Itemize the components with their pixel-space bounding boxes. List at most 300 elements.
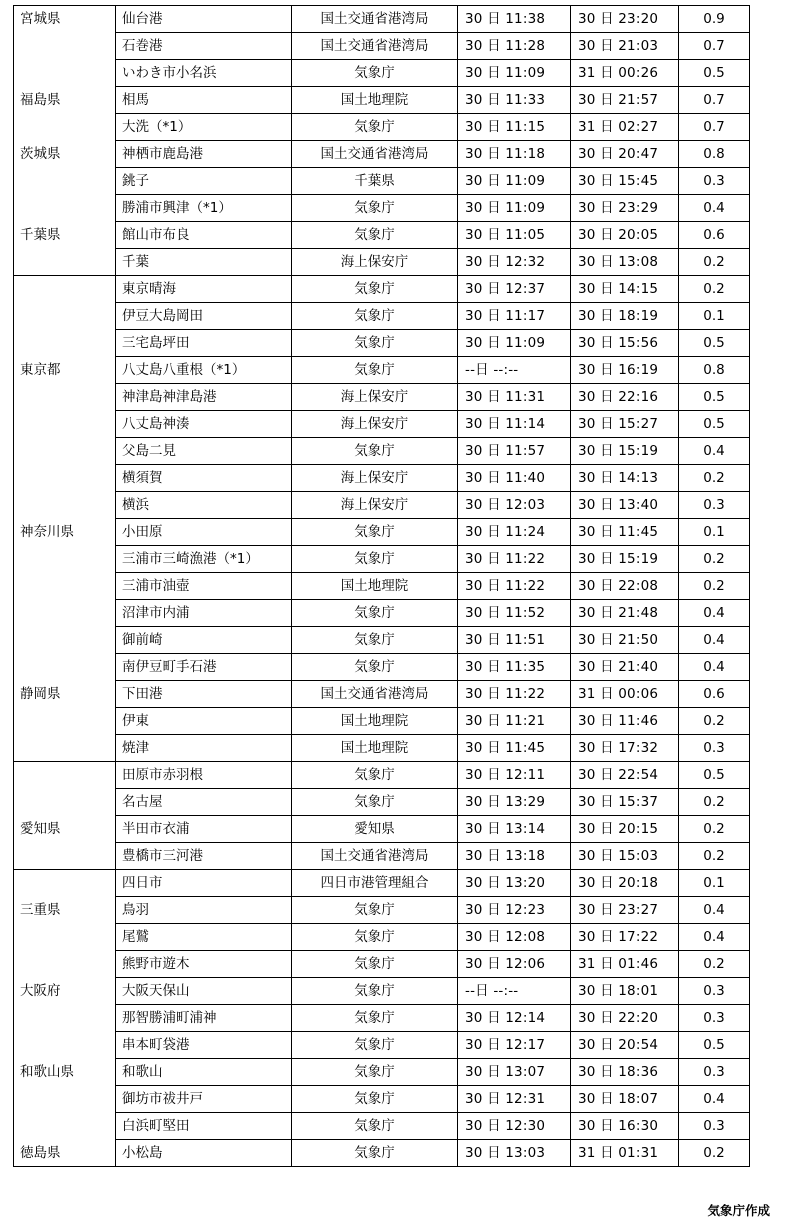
station-cell: 御坊市祓井戸: [116, 1086, 292, 1113]
first-wave-time-cell: 30 日 11:09: [458, 330, 571, 357]
station-cell: 南伊豆町手石港: [116, 654, 292, 681]
table-row: [14, 870, 750, 897]
max-height-cell: 0.2: [679, 1140, 750, 1167]
table-row: [14, 897, 750, 924]
prefecture-cell: 福島県: [14, 87, 116, 114]
max-wave-time-cell: 30 日 21:03: [571, 33, 679, 60]
agency-cell: 気象庁: [292, 330, 458, 357]
station-cell: 三宅島坪田: [116, 330, 292, 357]
max-wave-time-cell: 30 日 11:46: [571, 708, 679, 735]
table-row: [14, 978, 750, 1005]
station-cell: 白浜町堅田: [116, 1113, 292, 1140]
agency-cell: 気象庁: [292, 1032, 458, 1059]
max-height-cell: 0.2: [679, 816, 750, 843]
agency-cell: 海上保安庁: [292, 249, 458, 276]
agency-cell: 国土地理院: [292, 573, 458, 600]
max-height-cell: 0.7: [679, 33, 750, 60]
table-row: [14, 1140, 750, 1167]
max-wave-time-cell: 30 日 23:27: [571, 897, 679, 924]
max-wave-time-cell: 30 日 20:05: [571, 222, 679, 249]
station-cell: 伊豆大島岡田: [116, 303, 292, 330]
station-cell: 神津島神津島港: [116, 384, 292, 411]
station-cell: 下田港: [116, 681, 292, 708]
station-cell: 銚子: [116, 168, 292, 195]
max-height-cell: 0.3: [679, 1113, 750, 1140]
agency-cell: 気象庁: [292, 978, 458, 1005]
first-wave-time-cell: 30 日 11:05: [458, 222, 571, 249]
max-wave-time-cell: 31 日 01:46: [571, 951, 679, 978]
agency-cell: 国土地理院: [292, 87, 458, 114]
first-wave-time-cell: 30 日 11:38: [458, 6, 571, 33]
station-cell: 和歌山: [116, 1059, 292, 1086]
max-wave-time-cell: 30 日 15:56: [571, 330, 679, 357]
prefecture-cell: [14, 708, 116, 735]
agency-cell: 気象庁: [292, 600, 458, 627]
table-row: [14, 600, 750, 627]
tide-observation-table: [13, 5, 750, 1167]
station-cell: 半田市衣浦: [116, 816, 292, 843]
max-wave-time-cell: 30 日 18:19: [571, 303, 679, 330]
first-wave-time-cell: 30 日 11:09: [458, 60, 571, 87]
prefecture-cell: [14, 384, 116, 411]
first-wave-time-cell: 30 日 12:37: [458, 276, 571, 303]
table-row: [14, 546, 750, 573]
station-cell: 横須賀: [116, 465, 292, 492]
max-wave-time-cell: 30 日 17:32: [571, 735, 679, 762]
station-cell: 伊東: [116, 708, 292, 735]
prefecture-cell: 静岡県: [14, 681, 116, 708]
station-cell: 千葉: [116, 249, 292, 276]
max-height-cell: 0.4: [679, 897, 750, 924]
prefecture-cell: [14, 465, 116, 492]
max-wave-time-cell: 30 日 23:29: [571, 195, 679, 222]
max-wave-time-cell: 30 日 20:54: [571, 1032, 679, 1059]
max-wave-time-cell: 31 日 00:26: [571, 60, 679, 87]
table-row: [14, 357, 750, 384]
max-wave-time-cell: 30 日 20:47: [571, 141, 679, 168]
first-wave-time-cell: 30 日 12:17: [458, 1032, 571, 1059]
table-row: [14, 708, 750, 735]
table-row: [14, 816, 750, 843]
source-credit: 気象庁作成: [707, 1203, 770, 1218]
prefecture-cell: 三重県: [14, 897, 116, 924]
station-cell: 四日市: [116, 870, 292, 897]
table-row: [14, 438, 750, 465]
first-wave-time-cell: 30 日 11:15: [458, 114, 571, 141]
max-wave-time-cell: 30 日 13:40: [571, 492, 679, 519]
prefecture-cell: [14, 411, 116, 438]
station-cell: 勝浦市興津（*1）: [116, 195, 292, 222]
prefecture-cell: [14, 951, 116, 978]
prefecture-cell: [14, 276, 116, 303]
prefecture-cell: [14, 60, 116, 87]
table-row: [14, 33, 750, 60]
first-wave-time-cell: 30 日 11:14: [458, 411, 571, 438]
agency-cell: 国土交通省港湾局: [292, 681, 458, 708]
max-wave-time-cell: 30 日 22:16: [571, 384, 679, 411]
prefecture-cell: [14, 492, 116, 519]
table-row: [14, 762, 750, 789]
max-height-cell: 0.5: [679, 411, 750, 438]
station-cell: 相馬: [116, 87, 292, 114]
first-wave-time-cell: 30 日 11:40: [458, 465, 571, 492]
table-row: [14, 789, 750, 816]
max-height-cell: 0.1: [679, 303, 750, 330]
prefecture-cell: [14, 1113, 116, 1140]
prefecture-cell: [14, 1032, 116, 1059]
agency-cell: 気象庁: [292, 1059, 458, 1086]
station-cell: 御前崎: [116, 627, 292, 654]
first-wave-time-cell: 30 日 11:51: [458, 627, 571, 654]
table-row: [14, 303, 750, 330]
first-wave-time-cell: --日 --:--: [458, 357, 571, 384]
prefecture-cell: [14, 627, 116, 654]
max-height-cell: 0.3: [679, 735, 750, 762]
max-wave-time-cell: 30 日 21:57: [571, 87, 679, 114]
first-wave-time-cell: 30 日 11:35: [458, 654, 571, 681]
max-height-cell: 0.7: [679, 114, 750, 141]
station-cell: 父島二見: [116, 438, 292, 465]
first-wave-time-cell: 30 日 12:06: [458, 951, 571, 978]
prefecture-cell: [14, 114, 116, 141]
agency-cell: 気象庁: [292, 627, 458, 654]
table-row: [14, 681, 750, 708]
max-wave-time-cell: 30 日 15:37: [571, 789, 679, 816]
station-cell: 館山市布良: [116, 222, 292, 249]
max-height-cell: 0.3: [679, 1059, 750, 1086]
agency-cell: 国土地理院: [292, 708, 458, 735]
first-wave-time-cell: 30 日 11:57: [458, 438, 571, 465]
max-wave-time-cell: 30 日 15:19: [571, 438, 679, 465]
prefecture-cell: [14, 303, 116, 330]
first-wave-time-cell: 30 日 11:22: [458, 681, 571, 708]
max-height-cell: 0.5: [679, 330, 750, 357]
table-row: [14, 60, 750, 87]
max-height-cell: 0.2: [679, 546, 750, 573]
station-cell: 那智勝浦町浦神: [116, 1005, 292, 1032]
first-wave-time-cell: 30 日 11:33: [458, 87, 571, 114]
prefecture-cell: 茨城県: [14, 141, 116, 168]
table-row: [14, 168, 750, 195]
station-cell: いわき市小名浜: [116, 60, 292, 87]
agency-cell: 海上保安庁: [292, 492, 458, 519]
table-row: [14, 924, 750, 951]
first-wave-time-cell: 30 日 12:03: [458, 492, 571, 519]
max-height-cell: 0.2: [679, 708, 750, 735]
station-cell: 東京晴海: [116, 276, 292, 303]
agency-cell: 気象庁: [292, 789, 458, 816]
agency-cell: 国土交通省港湾局: [292, 33, 458, 60]
max-height-cell: 0.4: [679, 195, 750, 222]
max-height-cell: 0.8: [679, 357, 750, 384]
prefecture-cell: 徳島県: [14, 1140, 116, 1167]
prefecture-cell: [14, 249, 116, 276]
prefecture-cell: [14, 762, 116, 789]
prefecture-cell: 宮城県: [14, 6, 116, 33]
first-wave-time-cell: 30 日 13:07: [458, 1059, 571, 1086]
station-cell: 沼津市内浦: [116, 600, 292, 627]
prefecture-cell: [14, 1005, 116, 1032]
station-cell: 鳥羽: [116, 897, 292, 924]
prefecture-cell: [14, 168, 116, 195]
max-wave-time-cell: 30 日 18:36: [571, 1059, 679, 1086]
max-height-cell: 0.2: [679, 573, 750, 600]
max-height-cell: 0.1: [679, 519, 750, 546]
station-cell: 三浦市油壺: [116, 573, 292, 600]
prefecture-cell: 神奈川県: [14, 519, 116, 546]
table-row: [14, 195, 750, 222]
max-wave-time-cell: 30 日 21:48: [571, 600, 679, 627]
first-wave-time-cell: 30 日 11:45: [458, 735, 571, 762]
prefecture-cell: [14, 330, 116, 357]
agency-cell: 国土交通省港湾局: [292, 6, 458, 33]
agency-cell: 愛知県: [292, 816, 458, 843]
max-wave-time-cell: 30 日 18:07: [571, 1086, 679, 1113]
agency-cell: 気象庁: [292, 60, 458, 87]
table-row: [14, 1005, 750, 1032]
prefecture-cell: 愛知県: [14, 816, 116, 843]
first-wave-time-cell: 30 日 11:17: [458, 303, 571, 330]
max-wave-time-cell: 30 日 21:40: [571, 654, 679, 681]
agency-cell: 気象庁: [292, 1113, 458, 1140]
first-wave-time-cell: 30 日 12:14: [458, 1005, 571, 1032]
table-row: [14, 1086, 750, 1113]
first-wave-time-cell: 30 日 11:31: [458, 384, 571, 411]
table-row: [14, 519, 750, 546]
first-wave-time-cell: 30 日 13:20: [458, 870, 571, 897]
prefecture-cell: [14, 573, 116, 600]
max-wave-time-cell: 31 日 01:31: [571, 1140, 679, 1167]
max-wave-time-cell: 30 日 22:08: [571, 573, 679, 600]
agency-cell: 国土地理院: [292, 735, 458, 762]
station-cell: 豊橋市三河港: [116, 843, 292, 870]
table-row: [14, 627, 750, 654]
table-row: [14, 573, 750, 600]
max-height-cell: 0.2: [679, 951, 750, 978]
first-wave-time-cell: 30 日 12:30: [458, 1113, 571, 1140]
first-wave-time-cell: 30 日 11:22: [458, 573, 571, 600]
prefecture-cell: [14, 843, 116, 870]
prefecture-cell: [14, 600, 116, 627]
table-row: [14, 735, 750, 762]
agency-cell: 気象庁: [292, 1140, 458, 1167]
prefecture-cell: [14, 735, 116, 762]
station-cell: 田原市赤羽根: [116, 762, 292, 789]
max-wave-time-cell: 30 日 15:45: [571, 168, 679, 195]
prefecture-cell: 和歌山県: [14, 1059, 116, 1086]
max-height-cell: 0.7: [679, 87, 750, 114]
max-wave-time-cell: 30 日 16:19: [571, 357, 679, 384]
max-height-cell: 0.3: [679, 168, 750, 195]
agency-cell: 国土交通省港湾局: [292, 141, 458, 168]
agency-cell: 気象庁: [292, 1086, 458, 1113]
max-wave-time-cell: 30 日 22:54: [571, 762, 679, 789]
max-height-cell: 0.8: [679, 141, 750, 168]
prefecture-cell: [14, 195, 116, 222]
agency-cell: 千葉県: [292, 168, 458, 195]
table-row: [14, 411, 750, 438]
max-height-cell: 0.4: [679, 438, 750, 465]
station-cell: 尾鷲: [116, 924, 292, 951]
prefecture-cell: 千葉県: [14, 222, 116, 249]
first-wave-time-cell: 30 日 13:18: [458, 843, 571, 870]
prefecture-cell: [14, 789, 116, 816]
first-wave-time-cell: --日 --:--: [458, 978, 571, 1005]
prefecture-cell: 東京都: [14, 357, 116, 384]
max-height-cell: 0.1: [679, 870, 750, 897]
table-row: [14, 951, 750, 978]
max-height-cell: 0.9: [679, 6, 750, 33]
max-wave-time-cell: 30 日 22:20: [571, 1005, 679, 1032]
station-cell: 大洗（*1）: [116, 114, 292, 141]
max-height-cell: 0.2: [679, 276, 750, 303]
first-wave-time-cell: 30 日 11:22: [458, 546, 571, 573]
agency-cell: 気象庁: [292, 897, 458, 924]
agency-cell: 四日市港管理組合: [292, 870, 458, 897]
table-row: [14, 6, 750, 33]
first-wave-time-cell: 30 日 11:52: [458, 600, 571, 627]
max-height-cell: 0.3: [679, 978, 750, 1005]
table-row: [14, 654, 750, 681]
first-wave-time-cell: 30 日 11:09: [458, 168, 571, 195]
max-height-cell: 0.4: [679, 654, 750, 681]
first-wave-time-cell: 30 日 12:08: [458, 924, 571, 951]
first-wave-time-cell: 30 日 11:18: [458, 141, 571, 168]
max-wave-time-cell: 30 日 15:03: [571, 843, 679, 870]
max-wave-time-cell: 31 日 00:06: [571, 681, 679, 708]
max-height-cell: 0.4: [679, 627, 750, 654]
max-height-cell: 0.6: [679, 681, 750, 708]
table-row: [14, 843, 750, 870]
agency-cell: 気象庁: [292, 438, 458, 465]
agency-cell: 気象庁: [292, 1005, 458, 1032]
station-cell: 熊野市遊木: [116, 951, 292, 978]
max-wave-time-cell: 30 日 15:27: [571, 411, 679, 438]
table-row: [14, 465, 750, 492]
table-row: [14, 87, 750, 114]
max-wave-time-cell: 30 日 23:20: [571, 6, 679, 33]
max-wave-time-cell: 30 日 15:19: [571, 546, 679, 573]
first-wave-time-cell: 30 日 13:29: [458, 789, 571, 816]
max-height-cell: 0.4: [679, 1086, 750, 1113]
first-wave-time-cell: 30 日 13:14: [458, 816, 571, 843]
station-cell: 八丈島八重根（*1）: [116, 357, 292, 384]
agency-cell: 海上保安庁: [292, 465, 458, 492]
max-height-cell: 0.4: [679, 924, 750, 951]
agency-cell: 海上保安庁: [292, 411, 458, 438]
prefecture-cell: 大阪府: [14, 978, 116, 1005]
max-wave-time-cell: 30 日 13:08: [571, 249, 679, 276]
agency-cell: 気象庁: [292, 951, 458, 978]
station-cell: 串本町袋港: [116, 1032, 292, 1059]
table-row: [14, 114, 750, 141]
agency-cell: 気象庁: [292, 762, 458, 789]
station-cell: 小田原: [116, 519, 292, 546]
agency-cell: 国土交通省港湾局: [292, 843, 458, 870]
first-wave-time-cell: 30 日 12:23: [458, 897, 571, 924]
max-wave-time-cell: 30 日 11:45: [571, 519, 679, 546]
max-wave-time-cell: 30 日 21:50: [571, 627, 679, 654]
max-height-cell: 0.3: [679, 1005, 750, 1032]
agency-cell: 気象庁: [292, 114, 458, 141]
station-cell: 小松島: [116, 1140, 292, 1167]
max-wave-time-cell: 30 日 20:18: [571, 870, 679, 897]
max-height-cell: 0.2: [679, 789, 750, 816]
station-cell: 仙台港: [116, 6, 292, 33]
prefecture-cell: [14, 438, 116, 465]
station-cell: 名古屋: [116, 789, 292, 816]
max-height-cell: 0.5: [679, 60, 750, 87]
table-row: [14, 249, 750, 276]
table-body: [14, 6, 750, 1167]
first-wave-time-cell: 30 日 12:32: [458, 249, 571, 276]
first-wave-time-cell: 30 日 11:21: [458, 708, 571, 735]
table-row: [14, 141, 750, 168]
max-height-cell: 0.6: [679, 222, 750, 249]
prefecture-cell: [14, 924, 116, 951]
max-height-cell: 0.4: [679, 600, 750, 627]
station-cell: 三浦市三崎漁港（*1）: [116, 546, 292, 573]
max-height-cell: 0.2: [679, 249, 750, 276]
table-row: [14, 1032, 750, 1059]
agency-cell: 気象庁: [292, 519, 458, 546]
max-height-cell: 0.3: [679, 492, 750, 519]
prefecture-cell: [14, 1086, 116, 1113]
agency-cell: 気象庁: [292, 222, 458, 249]
agency-cell: 気象庁: [292, 924, 458, 951]
agency-cell: 気象庁: [292, 546, 458, 573]
first-wave-time-cell: 30 日 11:24: [458, 519, 571, 546]
station-cell: 大阪天保山: [116, 978, 292, 1005]
prefecture-cell: [14, 870, 116, 897]
agency-cell: 気象庁: [292, 195, 458, 222]
max-wave-time-cell: 30 日 16:30: [571, 1113, 679, 1140]
max-height-cell: 0.5: [679, 762, 750, 789]
first-wave-time-cell: 30 日 12:31: [458, 1086, 571, 1113]
max-wave-time-cell: 30 日 14:13: [571, 465, 679, 492]
table-row: [14, 492, 750, 519]
prefecture-cell: [14, 654, 116, 681]
max-wave-time-cell: 30 日 20:15: [571, 816, 679, 843]
table-row: [14, 384, 750, 411]
station-cell: 横浜: [116, 492, 292, 519]
first-wave-time-cell: 30 日 12:11: [458, 762, 571, 789]
agency-cell: 海上保安庁: [292, 384, 458, 411]
agency-cell: 気象庁: [292, 654, 458, 681]
max-height-cell: 0.2: [679, 843, 750, 870]
max-wave-time-cell: 30 日 17:22: [571, 924, 679, 951]
table-row: [14, 1113, 750, 1140]
max-height-cell: 0.2: [679, 465, 750, 492]
table-row: [14, 276, 750, 303]
first-wave-time-cell: 30 日 13:03: [458, 1140, 571, 1167]
max-wave-time-cell: 30 日 18:01: [571, 978, 679, 1005]
table-row: [14, 222, 750, 249]
first-wave-time-cell: 30 日 11:28: [458, 33, 571, 60]
max-wave-time-cell: 31 日 02:27: [571, 114, 679, 141]
station-cell: 神栖市鹿島港: [116, 141, 292, 168]
agency-cell: 気象庁: [292, 276, 458, 303]
prefecture-cell: [14, 33, 116, 60]
station-cell: 八丈島神湊: [116, 411, 292, 438]
max-height-cell: 0.5: [679, 1032, 750, 1059]
max-wave-time-cell: 30 日 14:15: [571, 276, 679, 303]
first-wave-time-cell: 30 日 11:09: [458, 195, 571, 222]
max-height-cell: 0.5: [679, 384, 750, 411]
station-cell: 焼津: [116, 735, 292, 762]
table-row: [14, 330, 750, 357]
table-row: [14, 1059, 750, 1086]
